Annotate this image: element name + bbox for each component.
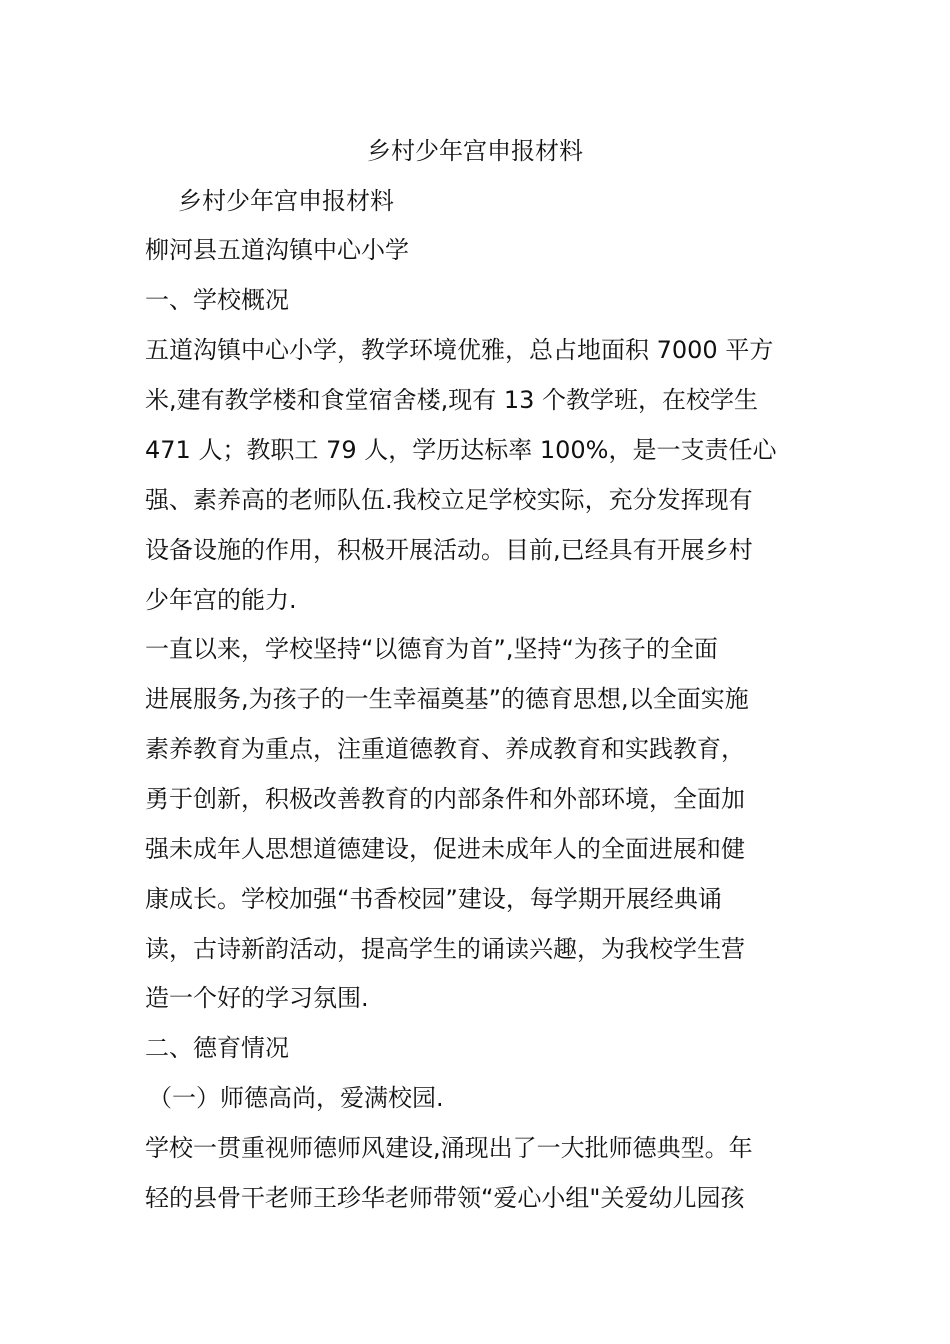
subtitle-line: 乡村少年宫申报材料 bbox=[178, 187, 394, 215]
paragraph-line: 进展服务,为孩子的一生幸福奠基”的德育思想,以全面实施 bbox=[145, 685, 749, 713]
paragraph-line: 强、素养高的老师队伍.我校立足学校实际，充分发挥现有 bbox=[145, 486, 753, 514]
paragraph-line: 少年宫的能力. bbox=[145, 586, 297, 614]
section-heading-1: 一、学校概况 bbox=[145, 286, 289, 314]
paragraph-line: 设备设施的作用，积极开展活动。目前,已经具有开展乡村 bbox=[145, 536, 753, 564]
paragraph-line: 471 人；教职工 79 人，学历达标率 100%，是一支责任心 bbox=[145, 436, 777, 464]
subsection-heading: （一）师德高尚，爱满校园. bbox=[148, 1084, 444, 1112]
paragraph-line: 轻的县骨干老师王珍华老师带领“爱心小组"关爱幼儿园孩 bbox=[145, 1184, 745, 1212]
paragraph-line: 一直以来，学校坚持“以德育为首”,坚持“为孩子的全面 bbox=[145, 635, 718, 663]
paragraph-line: 勇于创新，积极改善教育的内部条件和外部环境，全面加 bbox=[145, 785, 745, 813]
paragraph-line: 素养教育为重点，注重道德教育、养成教育和实践教育， bbox=[145, 735, 745, 763]
paragraph-line: 读，古诗新韵活动，提高学生的诵读兴趣，为我校学生营 bbox=[145, 935, 745, 963]
school-name-line: 柳河县五道沟镇中心小学 bbox=[145, 236, 409, 264]
paragraph-line: 五道沟镇中心小学，教学环境优雅，总占地面积 7000 平方 bbox=[145, 336, 774, 364]
section-heading-2: 二、德育情况 bbox=[145, 1034, 289, 1062]
document-title: 乡村少年宫申报材料 bbox=[367, 137, 583, 165]
paragraph-line: 强未成年人思想道德建设，促进未成年人的全面进展和健 bbox=[145, 835, 745, 863]
paragraph-line: 康成长。学校加强“书香校园”建设，每学期开展经典诵 bbox=[145, 885, 722, 913]
paragraph-line: 造一个好的学习氛围. bbox=[145, 984, 369, 1012]
paragraph-line: 米,建有教学楼和食堂宿舍楼,现有 13 个教学班，在校学生 bbox=[145, 386, 759, 414]
paragraph-line: 学校一贯重视师德师风建设,涌现出了一大批师德典型。年 bbox=[145, 1134, 753, 1162]
